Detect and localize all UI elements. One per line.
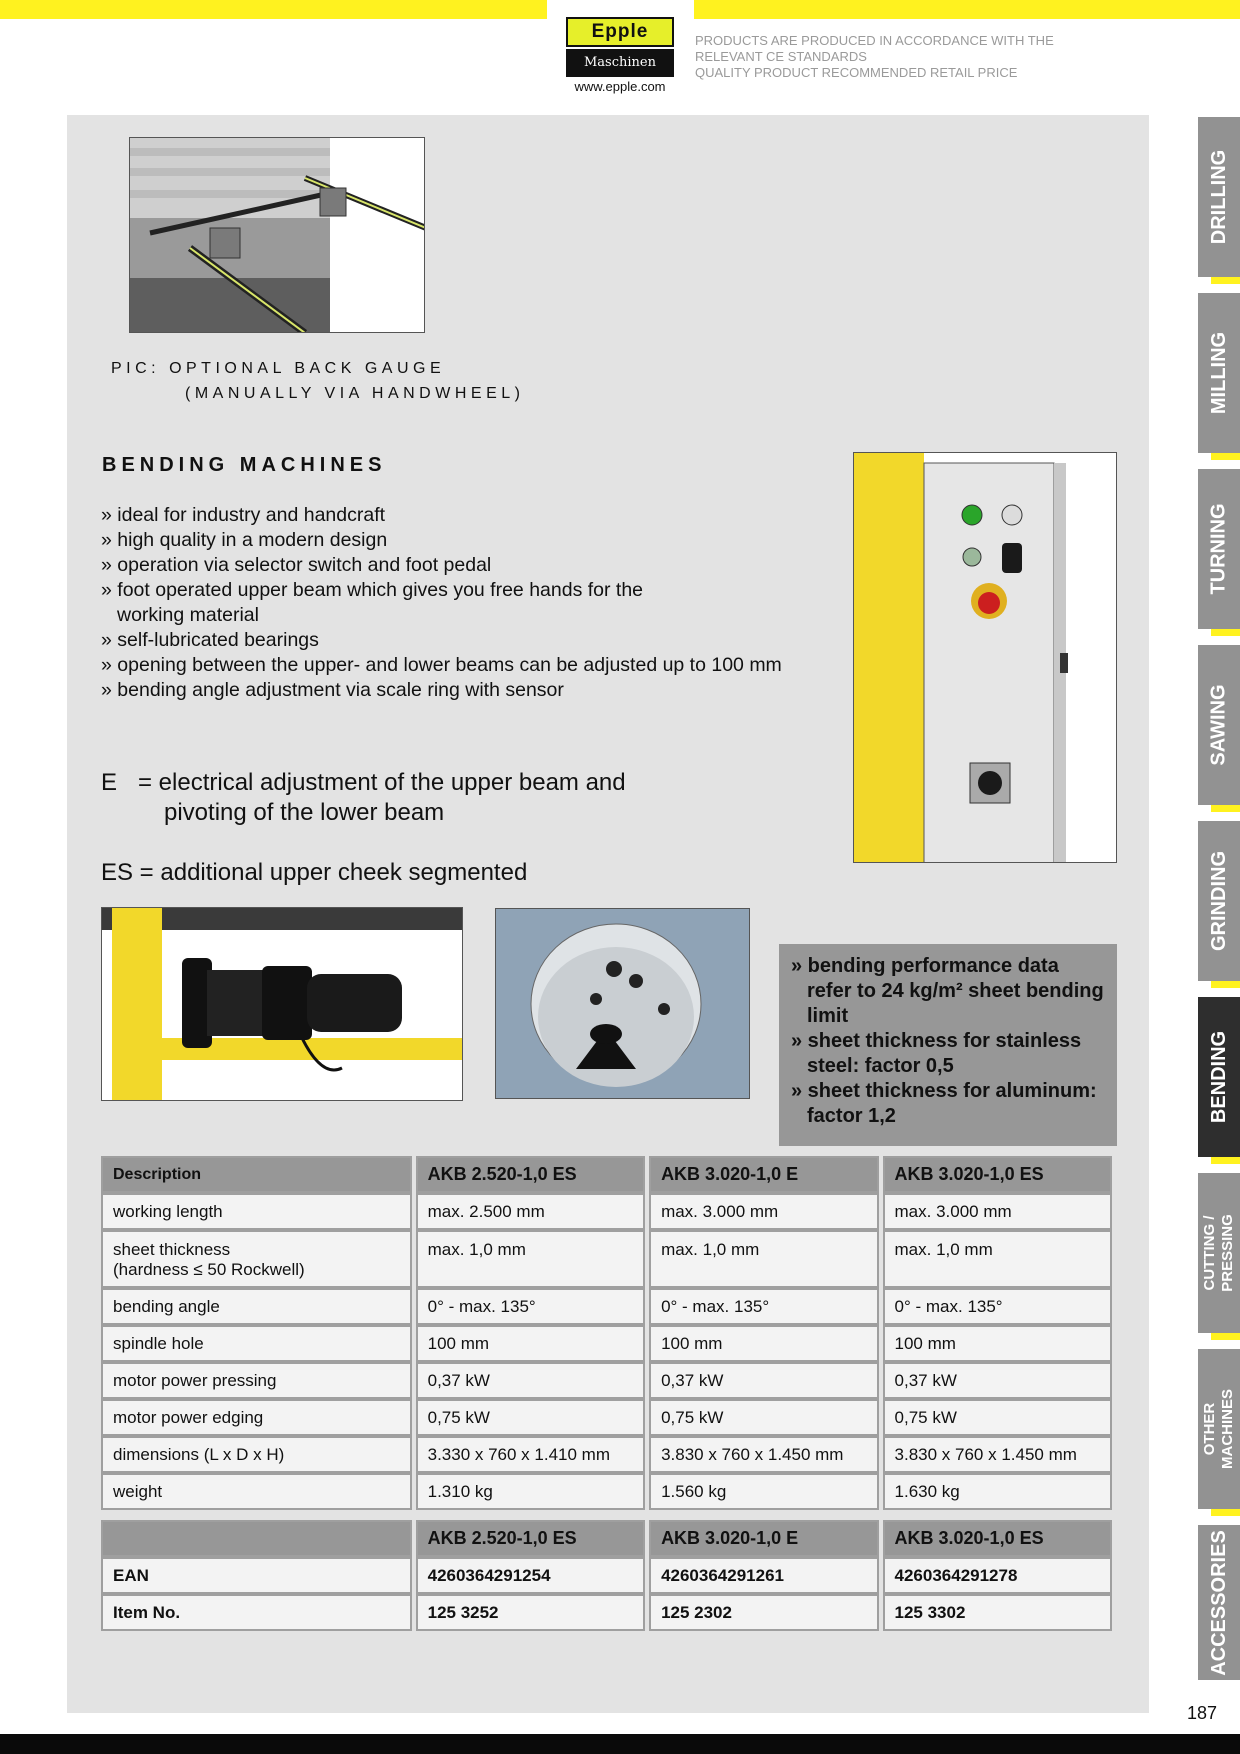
scale-ring-photo [495,908,750,1099]
tab-drilling[interactable] [1198,117,1240,277]
tab-label: BENDING [1208,1030,1231,1124]
top-yellow-bar-right [694,0,1240,19]
logo-brand: Epple [566,17,674,47]
table-header-cell: AKB 2.520-1,0 ES [416,1156,645,1193]
tab-label: ACCESSORIES [1208,1529,1230,1676]
feature-text: self-lubricated bearings [117,629,319,651]
table-row [101,1399,1112,1436]
table-cell: 100 mm [883,1325,1112,1362]
tab-label [1201,1389,1237,1469]
bullet-mark: » [101,579,112,601]
list-item [101,628,782,653]
table-cell: 0° - max. 135° [883,1288,1112,1325]
list-item [101,503,782,528]
logo-sub: Maschinen [566,49,674,77]
bullet-mark: » [101,654,112,676]
table-cell: max. 2.500 mm [416,1193,645,1230]
table-header-cell: AKB 3.020-1,0 E [649,1520,878,1557]
id-table [97,1520,1116,1631]
table-row [101,1473,1112,1510]
table-cell: 0,37 kW [883,1362,1112,1399]
tab-label-line: PRESSING [1219,1214,1236,1292]
ce-line: RELEVANT CE STANDARDS [695,49,867,64]
table-row [101,1362,1112,1399]
row-label: dimensions (L x D x H) [101,1436,412,1473]
spec-table [97,1156,1116,1510]
tab-accent [1211,981,1240,988]
table-row [101,1230,1112,1288]
table-cell: 0,37 kW [416,1362,645,1399]
tab-accent [1211,805,1240,812]
table-cell: 0,75 kW [883,1399,1112,1436]
row-label: bending angle [101,1288,412,1325]
table-cell: max. 3.000 mm [649,1193,878,1230]
table-cell: max. 1,0 mm [416,1230,645,1288]
row-label: spindle hole [101,1325,412,1362]
page-number: 187 [1187,1703,1218,1723]
tab-accessories[interactable] [1198,1525,1240,1680]
tab-label-line: OTHER [1201,1402,1219,1456]
feature-text: opening between the upper- and lower beams can be adjusted up to 100 mm [117,654,782,676]
table-header-cell: AKB 2.520-1,0 ES [416,1520,645,1557]
bullet-mark: » [101,529,112,551]
tab-other-machines[interactable] [1198,1349,1240,1509]
table-cell: max. 1,0 mm [649,1230,878,1288]
tab-accent [1211,1509,1240,1516]
photo-caption [111,356,524,406]
tab-accent [1211,277,1240,284]
tab-grinding[interactable] [1198,821,1240,981]
top-yellow-bar-left [0,0,547,19]
list-item [101,578,677,628]
feature-text: ideal for industry and handcraft [117,504,386,526]
table-header-cell: AKB 3.020-1,0 ES [883,1156,1112,1193]
list-item [101,653,782,678]
feature-text: operation via selector switch and foot pedal [117,554,492,576]
table-header-cell: Description [101,1156,412,1193]
table-row [101,1594,1112,1631]
row-label: working length [101,1193,412,1230]
bullet-mark: » [101,554,112,576]
table-cell: 3.330 x 760 x 1.410 mm [416,1436,645,1473]
table-row [101,1557,1112,1594]
table-cell: 4260364291278 [883,1557,1112,1594]
control-panel-illustration [854,453,1117,863]
tab-label-line: MACHINES [1219,1388,1237,1470]
table-row [101,1325,1112,1362]
table-header-cell [101,1520,412,1557]
tab-bending[interactable] [1198,997,1240,1157]
definition-text: = electrical adjustment of the upper beam and [138,769,626,796]
definition-term: E [101,769,118,796]
back-gauge-illustration [130,138,425,333]
list-item [101,553,782,578]
row-label [101,1230,412,1288]
logo-url: www.epple.com [574,79,666,94]
row-label-line: sheet thickness [113,1240,231,1259]
list-item [101,528,782,553]
table-cell: 4260364291254 [416,1557,645,1594]
note-line: » bending performance data refer to 24 kg/m² sheet bending limit [791,955,1104,1027]
tab-label: TURNING [1208,503,1231,595]
table-cell: 125 3302 [883,1594,1112,1631]
row-label: Item No. [101,1594,412,1631]
tab-label: MILLING [1208,331,1230,415]
tab-accent [1211,629,1240,636]
motor-photo [101,907,463,1101]
caption-line-1: PIC: OPTIONAL BACK GAUGE [111,360,446,377]
scale-ring-illustration [496,909,750,1099]
back-gauge-photo [129,137,425,333]
tab-accent [1211,453,1240,460]
tab-label: DRILLING [1208,149,1230,245]
definition-es: ES = additional upper cheek segmented [101,859,528,886]
motor-illustration [102,908,463,1101]
table-cell: 0,37 kW [649,1362,878,1399]
table-header-cell: AKB 3.020-1,0 ES [883,1520,1112,1557]
table-header-row [101,1520,1112,1557]
control-panel-photo [853,452,1117,863]
feature-list [101,503,782,703]
tab-accent [1211,1333,1240,1340]
feature-text: high quality in a modern design [117,529,388,551]
table-cell: 125 3252 [416,1594,645,1631]
ce-line: QUALITY PRODUCT RECOMMENDED RETAIL PRICE [695,65,1018,80]
table-cell: 100 mm [649,1325,878,1362]
section-title: BENDING MACHINES [102,454,387,476]
table-cell: 1.310 kg [416,1473,645,1510]
row-label-line: (hardness ≤ 50 Rockwell) [113,1260,305,1279]
table-cell: 3.830 x 760 x 1.450 mm [883,1436,1112,1473]
bottom-bar [0,1734,1240,1754]
note-line: » sheet thickness for stainless steel: factor 0,5 [791,1030,1082,1077]
tab-label [1201,1214,1237,1292]
table-row [101,1193,1112,1230]
feature-text: bending angle adjustment via scale ring with sensor [117,679,564,701]
epple-logo[interactable] [566,17,674,97]
table-cell: 1.630 kg [883,1473,1112,1510]
tab-cutting-pressing[interactable] [1198,1173,1240,1333]
table-cell: 0,75 kW [416,1399,645,1436]
tab-sawing[interactable] [1198,645,1240,805]
table-cell: 125 2302 [649,1594,878,1631]
feature-text: foot operated upper beam which gives you free hands for the working material [117,579,644,626]
table-cell: 3.830 x 760 x 1.450 mm [649,1436,878,1473]
table-cell: 100 mm [416,1325,645,1362]
table-cell: 0,75 kW [649,1399,878,1436]
row-label: motor power pressing [101,1362,412,1399]
table-row [101,1436,1112,1473]
tab-label: GRINDING [1208,851,1230,951]
caption-line-2: (MANUALLY VIA HANDWHEEL) [185,385,525,402]
note-line: » sheet thickness for aluminum: factor 1,2 [791,1080,1097,1127]
table-header-cell: AKB 3.020-1,0 E [649,1156,878,1193]
row-label: weight [101,1473,412,1510]
table-cell: max. 3.000 mm [883,1193,1112,1230]
tab-accent [1211,1157,1240,1164]
bullet-mark: » [101,679,112,701]
bullet-mark: » [101,504,112,526]
list-item [101,678,782,703]
tab-milling[interactable] [1198,293,1240,453]
table-cell: 1.560 kg [649,1473,878,1510]
table-cell: 0° - max. 135° [416,1288,645,1325]
row-label: motor power edging [101,1399,412,1436]
table-cell: 4260364291261 [649,1557,878,1594]
table-cell: 0° - max. 135° [649,1288,878,1325]
row-label: EAN [101,1557,412,1594]
table-cell: max. 1,0 mm [883,1230,1112,1288]
note-box [779,944,1117,1146]
bullet-mark: » [101,629,112,651]
definition-text-cont: pivoting of the lower beam [164,799,445,826]
ce-notice [695,33,1075,81]
table-header-row [101,1156,1112,1193]
ce-line: PRODUCTS ARE PRODUCED IN ACCORDANCE WITH THE [695,33,1054,48]
tab-label: SAWING [1208,684,1230,766]
definition-e [101,768,741,828]
tab-label-line: CUTTING / [1201,1215,1218,1291]
tab-turning[interactable] [1198,469,1240,629]
table-row [101,1288,1112,1325]
